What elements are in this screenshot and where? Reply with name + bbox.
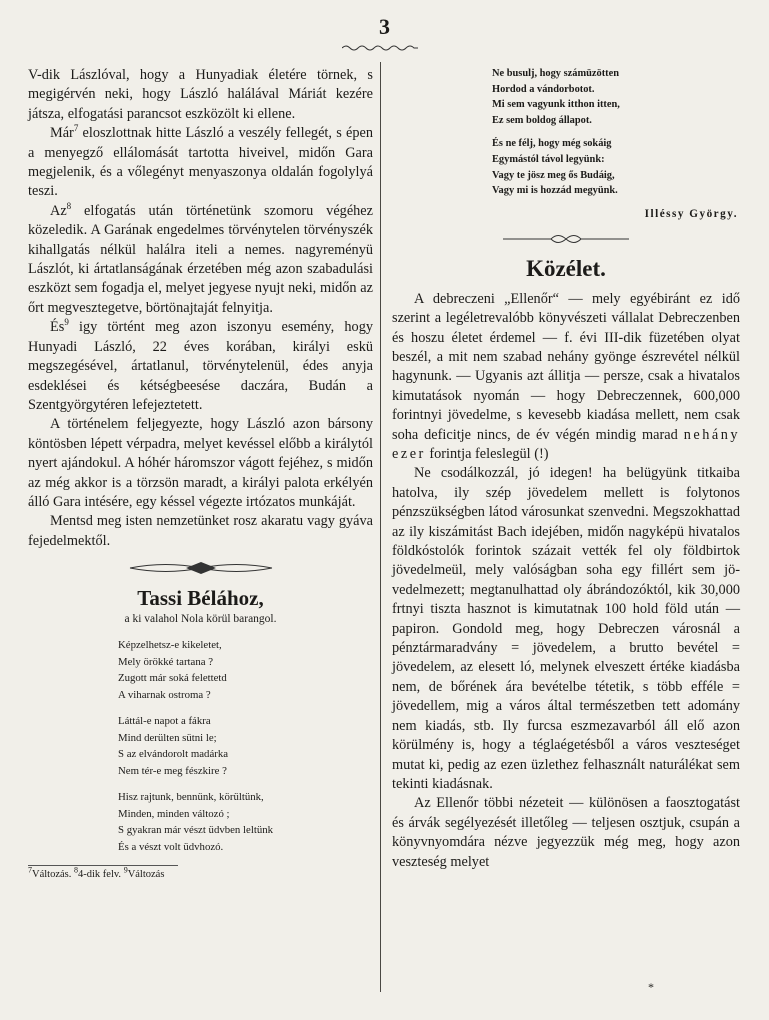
- text-run: elfogatás után történetünk szomoru végéhez közeledik. A Garának engedelmes törvénytelen törvényszék kihallgatás nélkül halálra iteli a nemes. nagyreményü Lászlót, ki ártatlanságának érzetében még azon szabadulási eszközt sem fogadja el, melyet jegyese nyujt neki, midőn az őrt megvesztegetve, börtönajtaját felnyitja.: [28, 202, 373, 316]
- flourish-ornament: [126, 557, 276, 579]
- column-divider: [380, 62, 381, 992]
- poem-line: Vagy te jösz meg ős Budáig,: [492, 169, 615, 181]
- footnote-ref: 9: [64, 317, 69, 328]
- poem-stanza: [28, 637, 373, 703]
- poem-title: Tassi Bélához,: [137, 586, 264, 611]
- spaced-emphasis: nehány ezer: [392, 426, 740, 462]
- poem-line: Mind derülten sütni le;: [118, 731, 217, 744]
- footnote-ref: 9: [123, 865, 128, 875]
- page-number: 3: [379, 14, 390, 39]
- paragraph: [392, 290, 740, 465]
- poem-line: Képzelhetsz-e kikeletet,: [118, 639, 222, 652]
- divider-ornament: [501, 232, 631, 246]
- text-run: eloszlottnak hitte László a veszély fellegét, s épen a menyegző ellálomását tartotta hiveivel, midőn Gara megjelenik, és a vőlegényt menyaszonya oldalán fogolylyá teszi.: [28, 125, 373, 200]
- footnote-ref: 8: [66, 201, 72, 212]
- poem-line: Ez sem boldog állapot.: [492, 114, 592, 126]
- poem-line: Egymástól távol legyünk:: [492, 153, 605, 165]
- paragraph: [28, 124, 373, 202]
- poem-line: S gyakran már vészt üdvben leltünk: [118, 824, 274, 837]
- text-run: Változás: [127, 869, 165, 881]
- poem-body: [28, 637, 373, 855]
- text-run: A történelem feljegyezte, hogy László azon bársony köntösben lépett vérpadra, melyet kevéssel előbb a királytól nyert ajándokul. A hóhér háromszor vágott fejéhez, s midőn az még akkor is a törzsön maradt, a királyi palota erkélyén álló Gara intésére, egy késsel végezte irtózatos munkáját.: [28, 416, 373, 510]
- poem-line: Hordod a vándorbotot.: [492, 83, 595, 95]
- text-run: Ne csodálkozzál, jó idegen! ha belügyünk titkaiba hatolva, ily szép jövedelem mellett is folytonos pénzszükségben látod városunkat szenvedni. Megszokhattad az ily kiszámitást Bach idejében, midőn nagyképü hivatalos földkóstolók forintok százait vették fel oly földbirtok jövedelmeül, mely valóságban soha egy fillért sem jövedelmezett; megtanulhattad oly ábrándozóktól, kik 30,000 frtnyi tiszta hasznot is kimutatnak 100 hold föld után — papiron. Gondold meg, hogy Debreczen városnál a pénztármaradvány = jövedelem, a brutto bevétel = jövedelem, az elesett ló, melynek elveszett értéke kiadásba nem, de bőrének ára bevételbe tétetik, s több efféle = jövedellem, mig a város által természetben tett adomány nem kiadás, stb. Ily furcsa eszmezavarból áll elő azon körülmény is, hogy a téglaégetésből a város veszteséget mutat ki, pedig az ezen üzlethez felhasznált naturálékat sem tekinti kiadásnak.: [392, 465, 740, 792]
- footnote-ref: 8: [74, 865, 78, 875]
- poem-line: És a vészt volt üdvhozó.: [118, 840, 224, 853]
- poem-line: Nem tér-e meg fészkire ?: [118, 764, 227, 777]
- poem-continuation: [392, 66, 740, 199]
- paragraph: [28, 202, 373, 318]
- left-article: [28, 66, 373, 551]
- footnote-ref: 7: [73, 123, 79, 134]
- text-run: A debreczeni „Ellenőr“ — mely egyébiránt ez idő szerint a legéletrevalóbb könyvészeti vállalat Debreczenben és hoszu életet érdemel — f. évi III-dik füzetében olyat beszél, a mit nem szabad nehány gyönge észrevétel nélkül hagynunk. — Ugyanis azt állitja — persze, csak a hivatalos kimutatások nyomán — hogy Debreczennek, 600,000 forintnyi jövedelme, s kevesebb kiadása mellett, nem csak soha deficitje nincs, de év végén mindig marad: [392, 290, 740, 443]
- text-run: Az: [50, 202, 67, 219]
- text-run: 4-dik felv.: [78, 869, 124, 881]
- poem-line: Mi sem vagyunk itthon itten,: [492, 99, 620, 111]
- text-run: V-dik Lászlóval, hogy a Hunyadiak életére törnek, s megigérvén neki, hogy László halálával Máriát kezére játsza, elfogatási parancsot eszközölt ki ellene.: [28, 67, 373, 122]
- poem-line: Láttál-e napot a fákra: [118, 715, 211, 728]
- poem-stanza: [392, 136, 740, 198]
- poem-line: Minden, minden változó ;: [118, 807, 230, 820]
- poem-line: Hisz rajtunk, bennünk, körültünk,: [118, 791, 264, 804]
- poem-line: Mely örökké tartana ?: [118, 655, 214, 668]
- footnotes: [28, 865, 178, 882]
- paragraph: [392, 794, 740, 872]
- text-run: Az Ellenőr többi nézeteit — különösen a faosztogatást és árvák segélyezését illetőleg — teljesen osztjuk, csupán a könyvnyomdára nézve jegyezzük még meg, hogy azon veszteség melyet: [392, 795, 740, 870]
- poem-line: S az elvándorolt madárka: [118, 748, 229, 761]
- asterisk-mark: *: [648, 980, 654, 994]
- footnote-ref: 7: [28, 865, 32, 875]
- text-run: Már: [50, 125, 74, 142]
- poem-subtitle: a ki valahol Nola körül barangol.: [124, 613, 277, 626]
- text-run: Változás.: [32, 869, 74, 881]
- wavy-ornament: [342, 44, 418, 52]
- poem-line: A viharnak ostroma ?: [118, 688, 211, 701]
- paragraph: [28, 66, 373, 124]
- section-title: Közélet.: [526, 255, 606, 281]
- poem-stanza: [28, 789, 373, 855]
- text-run: És: [50, 319, 65, 336]
- left-column: [28, 66, 373, 882]
- text-run: Mentsd meg isten nemzetünket rosz akaratu vagy gyáva fejedelmektől.: [28, 513, 373, 549]
- poem-line: Ne busulj, hogy számüzötten: [492, 68, 620, 79]
- poem-author: Illéssy György.: [644, 207, 738, 220]
- poem-line: És ne félj, hogy még sokáig: [492, 138, 612, 150]
- right-column: [392, 66, 740, 872]
- right-article: [392, 290, 740, 872]
- paragraph: [28, 415, 373, 512]
- poem-stanza: [392, 66, 740, 128]
- paragraph: [28, 512, 373, 551]
- poem-line: Zugott már soká felettetd: [118, 672, 227, 685]
- text-run: igy történt meg azon iszonyu esemény, hogy Hunyadi László, 22 éves korában, királyi eskü megszegésével, ártatlanul, törvénytelenül, édes anyja esdeklései és kétségbeesése daczára, Budán a Szentgyörgytéren lefejeztetett.: [28, 319, 373, 413]
- poem-stanza: [28, 713, 373, 779]
- text-run: forintja feleslegül (!): [425, 446, 549, 462]
- paragraph: [28, 318, 373, 415]
- paragraph: [392, 464, 740, 794]
- poem-line: Vagy mi is hozzád megyünk.: [492, 185, 618, 197]
